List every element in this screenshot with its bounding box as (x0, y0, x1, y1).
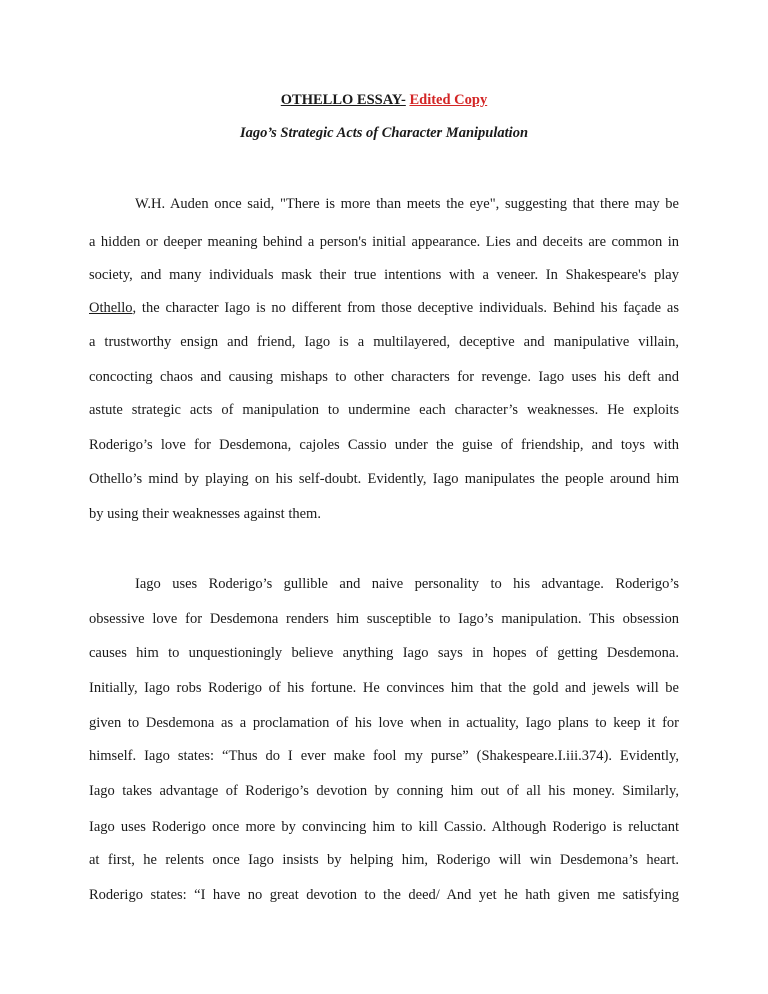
paragraph-line: Iago uses Roderigo’s gullible and naive personality to his advantage. Roderigo’s (135, 576, 679, 592)
paragraph-line: Iago takes advantage of Roderigo’s devotion by conning him out of all his money. Similarly, (89, 783, 679, 799)
essay-subtitle: Iago’s Strategic Acts of Character Manipulation (239, 125, 529, 141)
paragraph-line: society, and many individuals mask their true intentions with a veneer. In Shakespeare's play (89, 267, 679, 283)
paragraph-line: a hidden or deeper meaning behind a person's initial appearance. Lies and deceits are common in (89, 234, 679, 250)
paragraph-line: Initially, Iago robs Roderigo of his fortune. He convinces him that the gold and jewels will be (89, 680, 679, 696)
paragraph-line (89, 299, 679, 317)
paragraph-line: at first, he relents once Iago insists by helping him, Roderigo will win Desdemona’s heart. (89, 852, 679, 868)
title-edited-copy: Edited Copy (409, 92, 488, 108)
paragraph-line: Roderigo’s love for Desdemona, cajoles Cassio under the guise of friendship, and toys with (89, 437, 679, 453)
paragraph-line: causes him to unquestioningly believe anything Iago says in hopes of getting Desdemona. (89, 645, 679, 661)
play-title: Othello (89, 300, 133, 316)
paragraph-line: Roderigo states: “I have no great devotion to the deed/ And yet he hath given me satisfying (89, 887, 679, 903)
paragraph-line: concocting chaos and causing mishaps to other characters for revenge. Iago uses his deft and (89, 369, 679, 385)
paragraph-line: by using their weaknesses against them. (89, 506, 321, 522)
paragraph-line: himself. Iago states: “Thus do I ever make fool my purse” (Shakespeare.I.iii.374). Evidently, (89, 748, 679, 764)
paragraph-line: W.H. Auden once said, "There is more than meets the eye", suggesting that there may be (135, 196, 679, 212)
essay-title (0, 91, 768, 109)
title-main: OTHELLO ESSAY- (280, 92, 406, 108)
paragraph-line-text: , the character Iago is no different from those deceptive individuals. Behind his façade as (132, 300, 679, 316)
paragraph-line: astute strategic acts of manipulation to undermine each character’s weaknesses. He exploits (89, 402, 679, 418)
paragraph-line: obsessive love for Desdemona renders him susceptible to Iago’s manipulation. This obsession (89, 611, 679, 627)
paragraph-line: Iago uses Roderigo once more by convincing him to kill Cassio. Although Roderigo is reluctant (89, 819, 679, 835)
paragraph-line: Othello’s mind by playing on his self-doubt. Evidently, Iago manipulates the people around him (89, 471, 679, 487)
paragraph-line: a trustworthy ensign and friend, Iago is a multilayered, deceptive and manipulative villain, (89, 334, 679, 350)
paragraph-line: given to Desdemona as a proclamation of his love when in actuality, Iago plans to keep it for (89, 715, 679, 731)
